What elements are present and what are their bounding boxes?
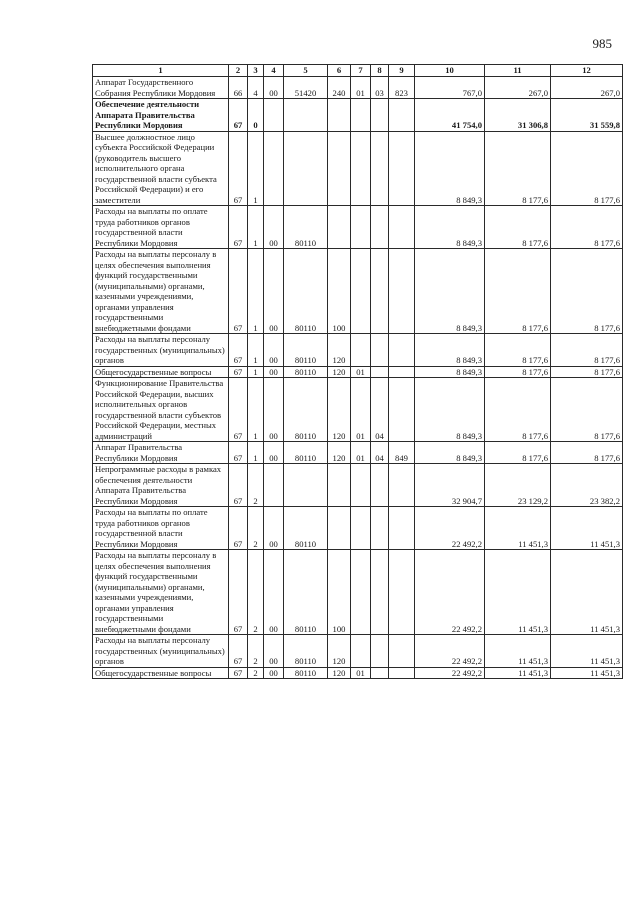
code-cell: 00 xyxy=(264,667,284,679)
code-cell xyxy=(328,131,351,206)
code-cell: 120 xyxy=(328,667,351,679)
table-row xyxy=(93,131,623,206)
amount-cell: 267,0 xyxy=(485,77,551,99)
code-cell: 2 xyxy=(248,635,264,668)
code-cell: 2 xyxy=(248,667,264,679)
code-cell: 1 xyxy=(248,249,264,334)
column-header-3: 3 xyxy=(248,65,264,77)
code-cell: 100 xyxy=(328,550,351,635)
code-cell: 1 xyxy=(248,206,264,249)
code-cell xyxy=(371,550,389,635)
column-header-12: 12 xyxy=(551,65,623,77)
code-cell: 04 xyxy=(371,442,389,464)
code-cell: 00 xyxy=(264,77,284,99)
code-cell: 67 xyxy=(229,366,248,378)
column-header-7: 7 xyxy=(351,65,371,77)
code-cell xyxy=(351,550,371,635)
code-cell: 100 xyxy=(328,249,351,334)
amount-cell: 8 177,6 xyxy=(485,131,551,206)
amount-cell: 8 849,3 xyxy=(415,131,485,206)
row-name-cell: Высшее должностное лицо субъекта Российской Федерации (руководитель высшего исполнительного органа государственной власти субъекта Российской Федерации) и его заместители xyxy=(93,131,229,206)
code-cell: 67 xyxy=(229,99,248,132)
amount-cell: 767,0 xyxy=(415,77,485,99)
code-cell: 67 xyxy=(229,464,248,507)
code-cell: 2 xyxy=(248,550,264,635)
code-cell: 67 xyxy=(229,507,248,550)
code-cell: 00 xyxy=(264,249,284,334)
table-row xyxy=(93,635,623,668)
code-cell: 00 xyxy=(264,366,284,378)
code-cell: 00 xyxy=(264,635,284,668)
amount-cell: 8 849,3 xyxy=(415,366,485,378)
code-cell: 01 xyxy=(351,366,371,378)
code-cell: 01 xyxy=(351,77,371,99)
column-header-6: 6 xyxy=(328,65,351,77)
amount-cell: 11 451,3 xyxy=(485,507,551,550)
code-cell xyxy=(264,464,284,507)
code-cell xyxy=(389,667,415,679)
table-row xyxy=(93,378,623,442)
code-cell: 1 xyxy=(248,366,264,378)
amount-cell: 8 177,6 xyxy=(551,131,623,206)
code-cell: 823 xyxy=(389,77,415,99)
code-cell: 849 xyxy=(389,442,415,464)
code-cell xyxy=(371,635,389,668)
code-cell xyxy=(328,464,351,507)
table-row xyxy=(93,667,623,679)
column-header-1: 1 xyxy=(93,65,229,77)
code-cell xyxy=(389,635,415,668)
code-cell: 2 xyxy=(248,507,264,550)
code-cell xyxy=(328,99,351,132)
row-name-cell: Расходы на выплаты персоналу государственных (муниципальных) органов xyxy=(93,635,229,668)
column-header-10: 10 xyxy=(415,65,485,77)
code-cell: 120 xyxy=(328,635,351,668)
column-header-8: 8 xyxy=(371,65,389,77)
code-cell xyxy=(371,507,389,550)
code-cell: 1 xyxy=(248,131,264,206)
code-cell: 51420 xyxy=(284,77,328,99)
code-cell: 03 xyxy=(371,77,389,99)
code-cell xyxy=(284,131,328,206)
code-cell xyxy=(389,366,415,378)
row-name-cell: Расходы на выплаты персоналу в целях обеспечения выполнения функций государственными (муниципальными) органами, казенными учреждениями, органами управления государственными внебюджетными фондами xyxy=(93,550,229,635)
table-row xyxy=(93,464,623,507)
amount-cell: 8 849,3 xyxy=(415,249,485,334)
table-row xyxy=(93,77,623,99)
code-cell xyxy=(389,378,415,442)
code-cell: 00 xyxy=(264,507,284,550)
amount-cell: 8 177,6 xyxy=(485,206,551,249)
table-row xyxy=(93,442,623,464)
code-cell: 80110 xyxy=(284,635,328,668)
code-cell xyxy=(389,507,415,550)
amount-cell: 8 177,6 xyxy=(551,334,623,367)
code-cell: 67 xyxy=(229,550,248,635)
code-cell: 80110 xyxy=(284,206,328,249)
row-name-cell: Обеспечение деятельности Аппарата Правительства Республики Мордовия xyxy=(93,99,229,132)
code-cell: 67 xyxy=(229,635,248,668)
amount-cell: 23 382,2 xyxy=(551,464,623,507)
amount-cell: 22 492,2 xyxy=(415,507,485,550)
code-cell: 80110 xyxy=(284,550,328,635)
amount-cell: 11 451,3 xyxy=(551,635,623,668)
code-cell xyxy=(351,334,371,367)
amount-cell: 8 177,6 xyxy=(485,366,551,378)
amount-cell: 8 177,6 xyxy=(551,366,623,378)
code-cell xyxy=(371,667,389,679)
row-name-cell: Функционирование Правительства Российской Федерации, высших исполнительных органов государственной власти субъектов Российской Федерации, местных администраций xyxy=(93,378,229,442)
amount-cell: 41 754,0 xyxy=(415,99,485,132)
column-header-11: 11 xyxy=(485,65,551,77)
code-cell xyxy=(389,99,415,132)
code-cell xyxy=(389,334,415,367)
code-cell xyxy=(389,550,415,635)
code-cell: 67 xyxy=(229,667,248,679)
code-cell xyxy=(371,334,389,367)
code-cell: 00 xyxy=(264,206,284,249)
code-cell: 00 xyxy=(264,378,284,442)
amount-cell: 8 177,6 xyxy=(485,378,551,442)
code-cell xyxy=(389,206,415,249)
column-header-9: 9 xyxy=(389,65,415,77)
code-cell xyxy=(371,206,389,249)
code-cell xyxy=(264,131,284,206)
amount-cell: 22 492,2 xyxy=(415,635,485,668)
amount-cell: 11 451,3 xyxy=(551,507,623,550)
code-cell: 00 xyxy=(264,550,284,635)
code-cell xyxy=(371,131,389,206)
amount-cell: 8 849,3 xyxy=(415,378,485,442)
row-name-cell: Общегосударственные вопросы xyxy=(93,366,229,378)
amount-cell: 23 129,2 xyxy=(485,464,551,507)
code-cell xyxy=(328,507,351,550)
code-cell: 120 xyxy=(328,378,351,442)
code-cell: 80110 xyxy=(284,667,328,679)
code-cell: 80110 xyxy=(284,507,328,550)
table-row xyxy=(93,507,623,550)
table-row xyxy=(93,366,623,378)
table-row xyxy=(93,99,623,132)
code-cell: 67 xyxy=(229,442,248,464)
table-row xyxy=(93,249,623,334)
amount-cell: 22 492,2 xyxy=(415,550,485,635)
code-cell: 01 xyxy=(351,667,371,679)
code-cell xyxy=(371,249,389,334)
row-name-cell: Общегосударственные вопросы xyxy=(93,667,229,679)
code-cell xyxy=(371,366,389,378)
amount-cell: 8 849,3 xyxy=(415,206,485,249)
row-name-cell: Аппарат Государственного Собрания Республики Мордовия xyxy=(93,77,229,99)
header-row xyxy=(93,65,623,77)
code-cell: 00 xyxy=(264,442,284,464)
code-cell xyxy=(351,249,371,334)
amount-cell: 8 177,6 xyxy=(551,249,623,334)
code-cell xyxy=(328,206,351,249)
table-row xyxy=(93,206,623,249)
amount-cell: 11 451,3 xyxy=(485,667,551,679)
code-cell: 67 xyxy=(229,249,248,334)
code-cell: 80110 xyxy=(284,366,328,378)
amount-cell: 32 904,7 xyxy=(415,464,485,507)
code-cell xyxy=(264,99,284,132)
code-cell: 67 xyxy=(229,206,248,249)
amount-cell: 8 177,6 xyxy=(485,334,551,367)
amount-cell: 11 451,3 xyxy=(485,550,551,635)
row-name-cell: Расходы на выплаты по оплате труда работников органов государственной власти Республики Мордовия xyxy=(93,206,229,249)
amount-cell: 8 177,6 xyxy=(551,442,623,464)
code-cell: 67 xyxy=(229,131,248,206)
code-cell: 0 xyxy=(248,99,264,132)
code-cell: 80110 xyxy=(284,249,328,334)
amount-cell: 22 492,2 xyxy=(415,667,485,679)
code-cell: 1 xyxy=(248,378,264,442)
code-cell: 120 xyxy=(328,334,351,367)
column-header-5: 5 xyxy=(284,65,328,77)
table-body xyxy=(93,77,623,679)
amount-cell: 8 177,6 xyxy=(485,249,551,334)
table-row xyxy=(93,550,623,635)
amount-cell: 8 177,6 xyxy=(551,206,623,249)
amount-cell: 8 177,6 xyxy=(485,442,551,464)
row-name-cell: Расходы на выплаты персоналу в целях обеспечения выполнения функций государственными (муниципальными) органами, казенными учреждениями, органами управления государственными внебюджетными фондами xyxy=(93,249,229,334)
row-name-cell: Непрограммные расходы в рамках обеспечения деятельности Аппарата Правительства Республики Мордовия xyxy=(93,464,229,507)
code-cell: 1 xyxy=(248,442,264,464)
code-cell: 01 xyxy=(351,442,371,464)
row-name-cell: Расходы на выплаты персоналу государственных (муниципальных) органов xyxy=(93,334,229,367)
amount-cell: 8 849,3 xyxy=(415,334,485,367)
code-cell: 240 xyxy=(328,77,351,99)
code-cell xyxy=(389,131,415,206)
amount-cell: 31 306,8 xyxy=(485,99,551,132)
code-cell: 67 xyxy=(229,334,248,367)
column-header-4: 4 xyxy=(264,65,284,77)
budget-table xyxy=(92,64,623,679)
code-cell: 66 xyxy=(229,77,248,99)
amount-cell: 11 451,3 xyxy=(551,667,623,679)
code-cell: 120 xyxy=(328,366,351,378)
code-cell xyxy=(351,99,371,132)
code-cell xyxy=(389,464,415,507)
code-cell: 120 xyxy=(328,442,351,464)
code-cell: 01 xyxy=(351,378,371,442)
code-cell xyxy=(284,99,328,132)
code-cell: 80110 xyxy=(284,334,328,367)
amount-cell: 31 559,8 xyxy=(551,99,623,132)
amount-cell: 267,0 xyxy=(551,77,623,99)
column-header-2: 2 xyxy=(229,65,248,77)
code-cell xyxy=(389,249,415,334)
code-cell: 80110 xyxy=(284,378,328,442)
code-cell: 4 xyxy=(248,77,264,99)
code-cell: 04 xyxy=(371,378,389,442)
page-number: 985 xyxy=(592,36,612,51)
code-cell xyxy=(351,206,371,249)
code-cell xyxy=(351,507,371,550)
code-cell xyxy=(371,464,389,507)
code-cell xyxy=(351,131,371,206)
code-cell xyxy=(284,464,328,507)
row-name-cell: Аппарат Правительства Республики Мордовия xyxy=(93,442,229,464)
row-name-cell: Расходы на выплаты по оплате труда работников органов государственной власти Республики Мордовия xyxy=(93,507,229,550)
code-cell xyxy=(351,635,371,668)
code-cell: 80110 xyxy=(284,442,328,464)
code-cell xyxy=(351,464,371,507)
code-cell: 1 xyxy=(248,334,264,367)
amount-cell: 11 451,3 xyxy=(551,550,623,635)
table-row xyxy=(93,334,623,367)
amount-cell: 11 451,3 xyxy=(485,635,551,668)
code-cell: 67 xyxy=(229,378,248,442)
amount-cell: 8 177,6 xyxy=(551,378,623,442)
amount-cell: 8 849,3 xyxy=(415,442,485,464)
code-cell xyxy=(371,99,389,132)
code-cell: 00 xyxy=(264,334,284,367)
code-cell: 2 xyxy=(248,464,264,507)
